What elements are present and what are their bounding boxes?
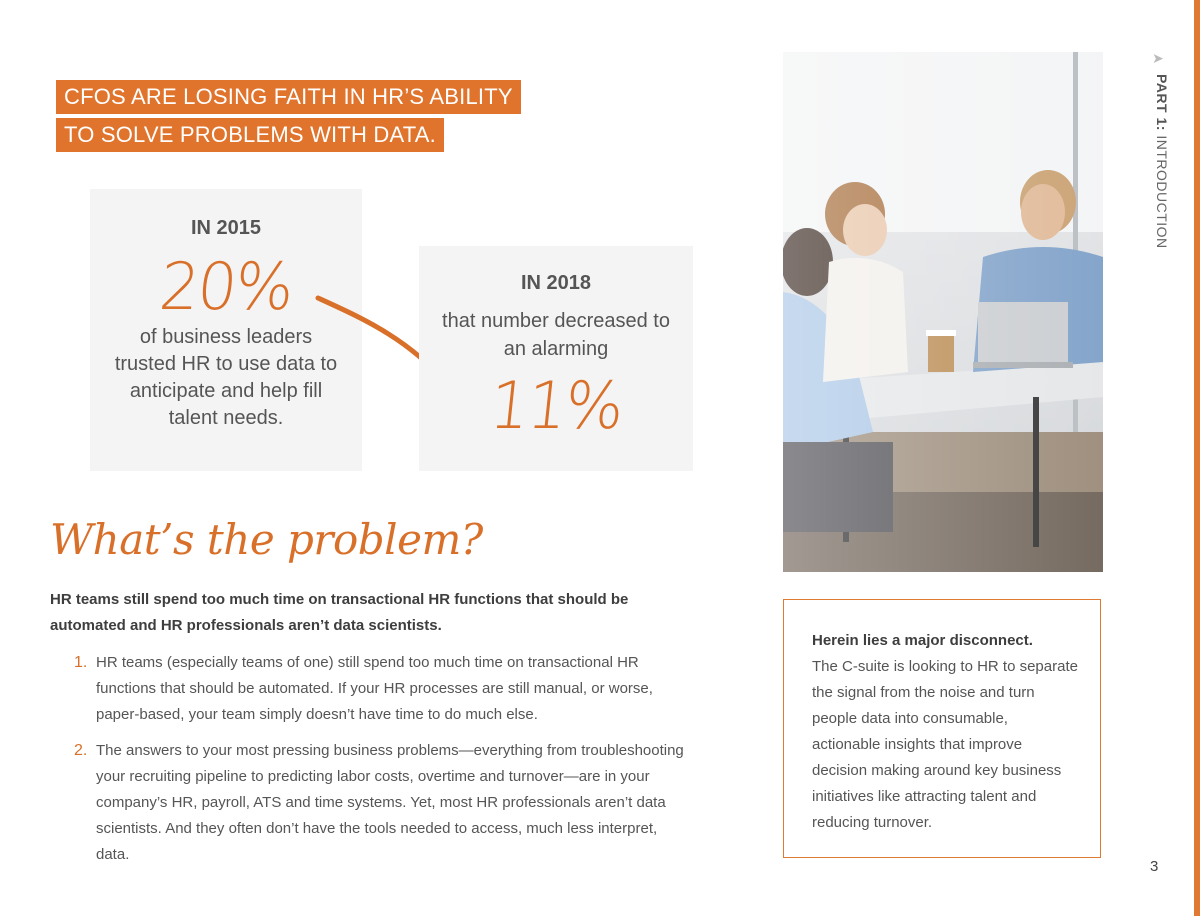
section-label — [1154, 74, 1170, 249]
headline — [56, 80, 521, 156]
stat-2015-year: IN 2015 — [190, 217, 262, 239]
meeting-photo — [783, 52, 1103, 572]
list-item-text: HR teams (especially teams of one) still spend too much time on transactional HR functions that should be automated. If your HR processes are still manual, or worse, paper-based, your team simply doesn’t have time to do much else. — [96, 654, 653, 723]
list-item — [50, 650, 690, 728]
page-number: 3 — [1150, 858, 1159, 875]
meeting-photo-illustration — [783, 52, 1103, 572]
list-item-text: The answers to your most pressing business problems—everything from troubleshooting your recruiting pipeline to predicting labor costs, overtime and turnover—are in your company’s HR, payroll, ATS and time systems. Yet, most HR professionals aren’t data scientists. And they often don’t have the tools needed to access, much less interpret, data. — [96, 742, 684, 863]
section-part: PART 1: — [1154, 74, 1170, 131]
chevron-right-icon: ➤ — [1152, 50, 1164, 66]
stat-2018-percent: 11% — [486, 367, 626, 444]
list-item-number: 1. — [74, 654, 88, 671]
numbered-list — [50, 650, 690, 878]
section-title: INTRODUCTION — [1154, 135, 1170, 249]
stat-2015-percent: 20% — [156, 248, 296, 325]
stat-2018-year: IN 2018 — [520, 272, 592, 294]
headline-line-2: TO SOLVE PROBLEMS WITH DATA. — [56, 118, 444, 152]
callout-title: Herein lies a major disconnect. — [812, 632, 1033, 649]
stat-box-2018 — [419, 246, 693, 471]
callout-body: The C-suite is looking to HR to separate the signal from the noise and turn people data into consumable, actionable insights that improve decision making around key business initiatives like attracting talent and reducing turnover. — [812, 658, 1078, 831]
page-edge-bar — [1194, 0, 1200, 916]
callout-box — [783, 599, 1101, 858]
stat-2015-description: of business leaders trusted HR to use data to anticipate and help fill talent needs. — [114, 326, 338, 429]
problem-lead: HR teams still spend too much time on transactional HR functions that should be automated and HR professionals aren’t data scientists. — [50, 591, 629, 634]
list-item-number: 2. — [74, 742, 88, 759]
problem-title: What’s the problem? — [50, 515, 483, 564]
stat-2018-description: that number decreased to an alarming — [442, 310, 670, 360]
list-item — [50, 738, 690, 868]
headline-line-1: CFOS ARE LOSING FAITH IN HR’S ABILITY — [56, 80, 521, 114]
